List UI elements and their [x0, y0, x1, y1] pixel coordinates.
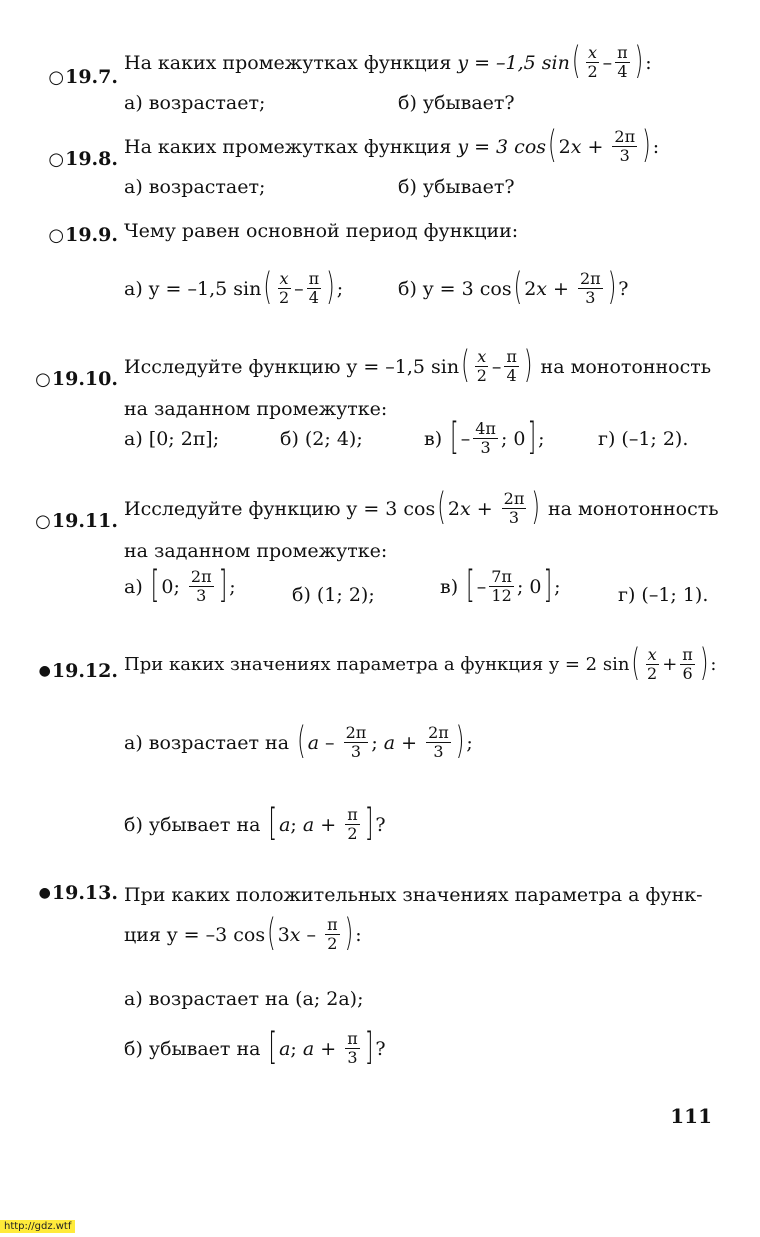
problem-number: ○19.9. — [48, 224, 118, 246]
page-number: 111 — [670, 1104, 712, 1128]
option-b: б) убывает? — [398, 92, 515, 114]
option-a: а) [ 0; $\frac{2\pi}{3}$ ] ; — [124, 564, 236, 607]
option-a: а) возрастает на ( a – $\frac{2\pi}{3}$ ; a + $\frac{2\pi}{3}$ ) ; — [124, 720, 473, 763]
option-d: г) (–1; 1). — [618, 584, 709, 606]
problem-statement: На каких промежутках функция y = 3 cos ( 2 x + $\frac{2\pi}{3}$ ) : — [124, 124, 660, 167]
statement-line-2: на заданном промежутке: — [124, 398, 388, 420]
problem-statement: Исследуйте функцию y = –1,5 sin ( $\frac{x}{2}$ – $\frac{\pi}{4}$ ) на монотонность — [124, 344, 712, 387]
option-a: а) возрастает; — [124, 92, 266, 114]
problem-number: ○19.8. — [48, 148, 118, 170]
problem-statement: При каких значениях параметра a функция y = 2 sin ( $\frac{x}{2}$ + $\frac{\pi}{6}$ ) : — [124, 642, 717, 685]
option-c: в) [ – $\frac{7\pi}{12}$ ; 0 ] ; — [440, 564, 561, 607]
option-c: в) [ – $\frac{4\pi}{3}$ ; 0 ] ; — [424, 416, 545, 459]
problem-statement: Чему равен основной период функции: — [124, 220, 519, 242]
problem-number: ○19.11. — [35, 510, 118, 532]
option-d: г) (–1; 2). — [598, 428, 689, 450]
option-a: а) y = –1,5 sin ( $\frac{x}{2}$ – $\frac{\pi}{4}$ ) ; — [124, 266, 344, 309]
option-b: б) (2; 4); — [280, 428, 363, 450]
option-a: а) возрастает на (a; 2a); — [124, 988, 364, 1010]
option-b: б) убывает на [ a ; a + $\frac{\pi}{2}$ ] ? — [124, 802, 386, 845]
problem-statement: Исследуйте функцию y = 3 cos ( 2 x + $\frac{2\pi}{3}$ ) на монотонность — [124, 486, 719, 529]
problem-number: ●19.12. — [38, 660, 118, 682]
problem-number: ○19.7. — [48, 66, 118, 88]
watermark-link[interactable]: http://gdz.wtf — [0, 1220, 75, 1233]
option-b: б) убывает? — [398, 176, 515, 198]
option-a: а) [0; 2π]; — [124, 428, 220, 450]
problem-statement: При каких положительных значениях параметра a функ- — [124, 884, 703, 906]
problem-number: ○19.10. — [35, 368, 118, 390]
statement-line-2: ция y = –3 cos ( 3 x – $\frac{\pi}{2}$ ) : — [124, 912, 362, 955]
option-b: б) убывает на [ a ; a + $\frac{\pi}{3}$ ] ? — [124, 1026, 386, 1069]
problem-number: ●19.13. — [38, 882, 118, 904]
option-b: б) (1; 2); — [292, 584, 375, 606]
problem-statement: На каких промежутках функция y = –1,5 sin ( $\frac{x}{2}$ – $\frac{\pi}{4}$ ) : — [124, 40, 652, 83]
statement-line-2: на заданном промежутке: — [124, 540, 388, 562]
option-a: а) возрастает; — [124, 176, 266, 198]
option-b: б) y = 3 cos ( 2 x + $\frac{2\pi}{3}$ ) ? — [398, 266, 629, 309]
